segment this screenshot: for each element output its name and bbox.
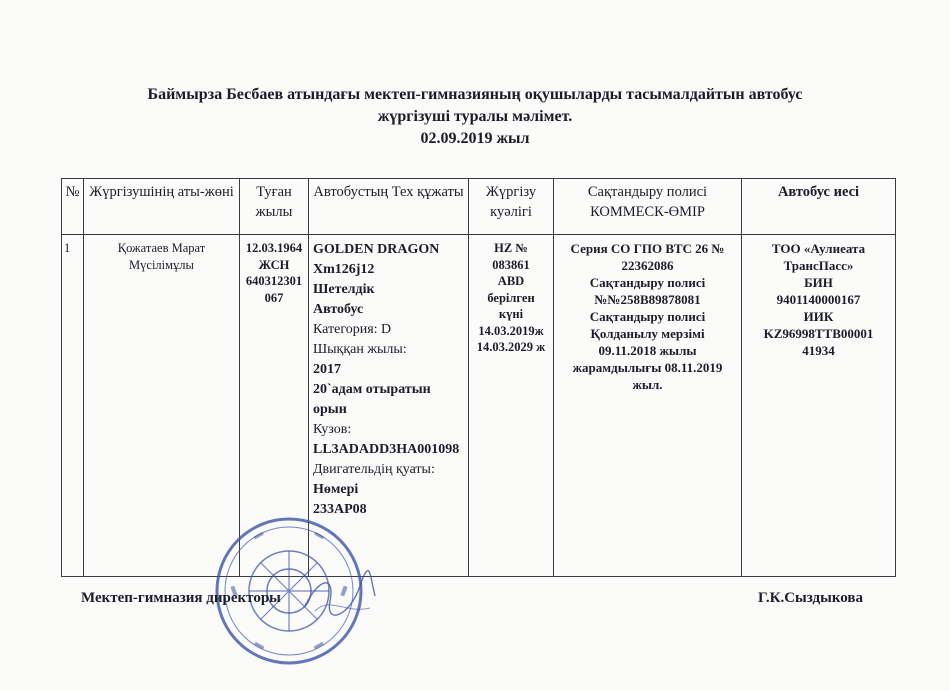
title-line-2: жүргізуші туралы мәлімет. [377,108,573,125]
insurance-line-4: №№258B89878081 [594,292,701,307]
license-from: 14.03.2019ж [478,323,544,338]
bus-seats-2: орын [313,402,347,417]
header-license: Жүргізу куәлігі [469,179,554,235]
director-name: Г.К.Сыздыкова [758,590,863,606]
bus-body-label: Кузов: [313,422,352,437]
document-title [0,84,950,150]
bus-engine-label: Двигательдің қуаты: [313,462,435,477]
cell-license [469,235,554,577]
title-line-1: Баймырза Бесбаев атындағы мектеп-гимназияның оқушыларды тасымалдайтын автобус [147,86,803,103]
iin-part-2: 067 [264,290,284,305]
cell-driver: Қожатаев Марат Мүсілімұлы [84,235,240,577]
bus-year: 2017 [313,362,341,377]
header-insurance-line-2: КОММЕСК-ӨМІР [590,204,705,220]
header-birth: Туған жылы [240,179,309,235]
owner-line-7: 41934 [802,343,835,358]
owner-line-1: ТОО «Аулиеата [771,241,866,256]
header-driver: Жүргізушінің аты-жөні [84,179,240,235]
header-row [62,179,896,235]
owner-line-5: ИИК [803,309,834,324]
bus-year-label: Шыққан жылы: [313,342,407,357]
header-insurance [554,179,742,235]
bus-kind: Автобус [313,302,364,317]
bus-number-label: Нөмері [313,482,359,497]
bus-origin: Шетелдік [313,282,375,297]
insurance-line-3: Сақтандыру полисі [589,275,706,290]
license-number: 083861 [492,257,530,272]
bus-number: 233АР08 [313,502,367,517]
cell-insurance [554,235,742,577]
bus-category: Категория: D [313,322,392,337]
header-owner: Автобус иесі [742,179,896,235]
table-row [62,235,896,577]
iin-label: ЖСН [258,257,290,272]
insurance-line-6: Қолданылу мерзімі [590,326,705,341]
title-line-3: 02.09.2019 жыл [420,130,530,147]
license-series: HZ № [494,241,528,255]
bus-code: Xm126j12 [313,262,375,277]
insurance-line-2: 22362086 [621,258,674,273]
signature-mark [300,566,380,622]
owner-line-6: KZ96998TTB00001 [763,326,874,341]
birth-date: 12.03.1964 [245,241,303,255]
header-num: № [62,179,84,235]
license-issued-2: күні [498,307,524,321]
director-title: Мектеп-гимназия директоры [81,590,281,606]
iin-part-1: 640312301 [245,274,303,288]
bus-body: LL3ADADD3HA001098 [313,442,460,457]
insurance-line-1: Серия СО ГПО ВТС 26 № [570,241,725,256]
owner-line-3: БИН [804,275,833,290]
cell-num: 1 [62,235,84,577]
insurance-line-7: 09.11.2018 жылы [598,343,697,358]
cell-owner [742,235,896,577]
insurance-line-8: жарамдылығы 08.11.2019 [572,360,723,375]
header-bus-doc: Автобустың Тех құжаты [309,179,469,235]
bus-model: GOLDEN DRAGON [313,242,440,257]
bus-seats-1: 20`адам отыратын [313,382,431,397]
owner-line-4: 9401140000167 [776,292,861,307]
insurance-line-5: Сақтандыру полисі [589,309,706,324]
driver-info-table [61,178,896,577]
license-to: 14.03.2029 ж [476,340,546,354]
insurance-line-9: жыл. [632,377,663,392]
header-insurance-line-1: Сақтандыру полисі [587,184,708,200]
license-issued-1: берілген [487,290,535,305]
license-issuer: ABD [497,274,525,288]
owner-line-2: ТрансПасс» [783,258,854,273]
